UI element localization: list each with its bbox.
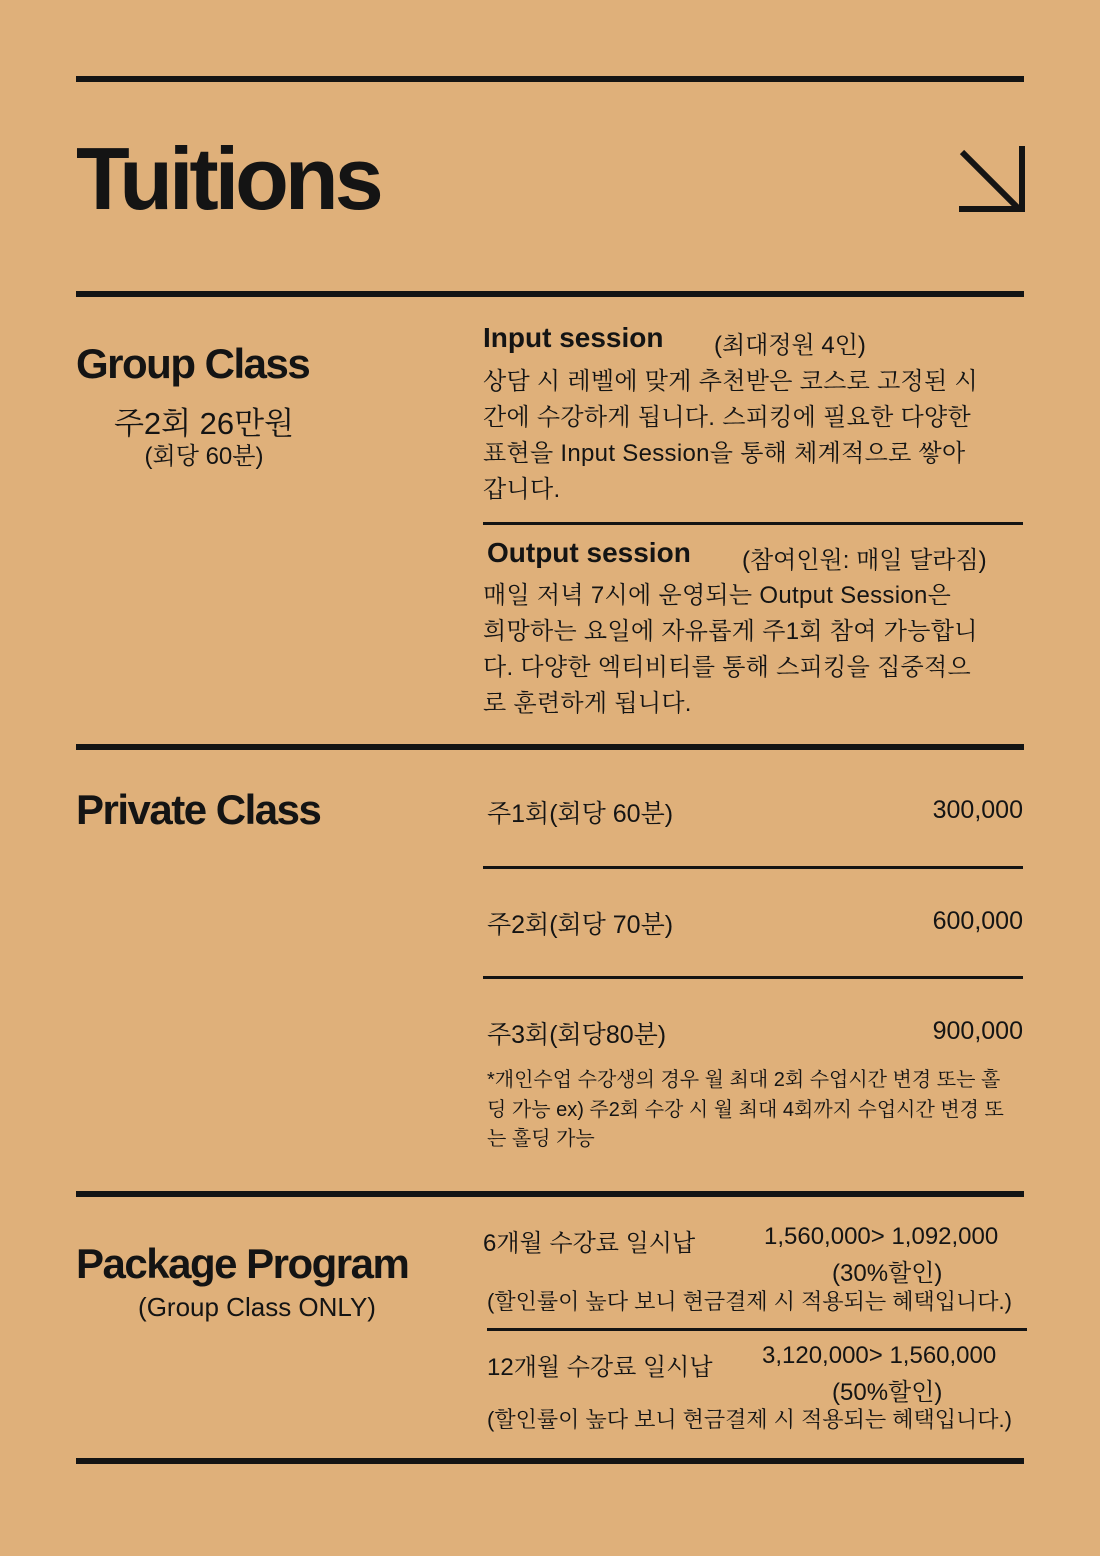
package-row-price: 1,560,000> 1,092,000 — [764, 1223, 999, 1250]
package-row-discount: (50%할인) — [832, 1379, 943, 1406]
group-class-price: 주2회 26만원 — [113, 406, 295, 441]
package-program-subtitle: (Group Class ONLY) — [138, 1292, 376, 1322]
bottom-rule — [76, 1458, 1024, 1464]
package-row-divider — [487, 1328, 1027, 1331]
package-row-label: 6개월 수강료 일시납 — [483, 1230, 696, 1257]
output-session-description: 매일 저녁 7시에 운영되는 Output Session은 희망하는 요일에 자유롭게 주1회 참여 가능합니 다. 다양한 엑티비티를 통해 스피킹을 집중적으 로 훈련하게 됩니다. — [483, 582, 978, 717]
private-row-label: 주1회(회당 60분) — [487, 800, 674, 828]
group-class-title: Group Class — [76, 340, 310, 387]
package-program-title: Package Program — [76, 1240, 409, 1287]
input-session-capacity: (최대정원 4인) — [714, 332, 866, 359]
top-rule — [76, 76, 1024, 82]
private-row-price: 300,000 — [932, 796, 1023, 824]
private-row-label: 주2회(회당 70분) — [487, 911, 674, 939]
private-row-label: 주3회(회당80분) — [487, 1021, 667, 1049]
header-divider — [76, 291, 1024, 297]
output-session-title: Output session — [487, 537, 691, 568]
package-row-price: 3,120,000> 1,560,000 — [762, 1342, 997, 1369]
package-row-discount: (30%할인) — [832, 1260, 943, 1287]
private-row-divider — [483, 866, 1023, 869]
group-class-duration: (회당 60분) — [144, 443, 264, 470]
private-row-price: 600,000 — [932, 907, 1023, 935]
arrow-down-right-icon — [955, 145, 1027, 217]
private-row-divider — [483, 976, 1023, 979]
session-divider — [483, 522, 1023, 525]
group-class-divider — [76, 744, 1024, 750]
package-row-note: (할인률이 높다 보니 현금결제 시 적용되는 혜택입니다.) — [487, 1289, 1012, 1314]
private-row-price: 900,000 — [932, 1017, 1023, 1045]
private-class-title: Private Class — [76, 786, 321, 833]
private-class-divider — [76, 1191, 1024, 1197]
output-session-capacity: (참여인원: 매일 달라짐) — [742, 547, 987, 574]
input-session-description: 상담 시 레벨에 맞게 추천받은 코스로 고정된 시 간에 수강하게 됩니다. 스피킹에 필요한 다양한 표현을 Input Session을 통해 체계적으로 쌓아 갑니다. — [483, 368, 978, 503]
private-class-note: *개인수업 수강생의 경우 월 최대 2회 수업시간 변경 또는 홀 딩 가능 ex) 주2회 수강 시 월 최대 4회까지 수업시간 변경 또 는 홀딩 가능 — [487, 1069, 1004, 1150]
package-row-label: 12개월 수강료 일시납 — [487, 1354, 713, 1381]
page-title: Tuitions — [76, 129, 380, 228]
package-row-note: (할인률이 높다 보니 현금결제 시 적용되는 혜택입니다.) — [487, 1407, 1012, 1432]
input-session-title: Input session — [483, 322, 664, 353]
